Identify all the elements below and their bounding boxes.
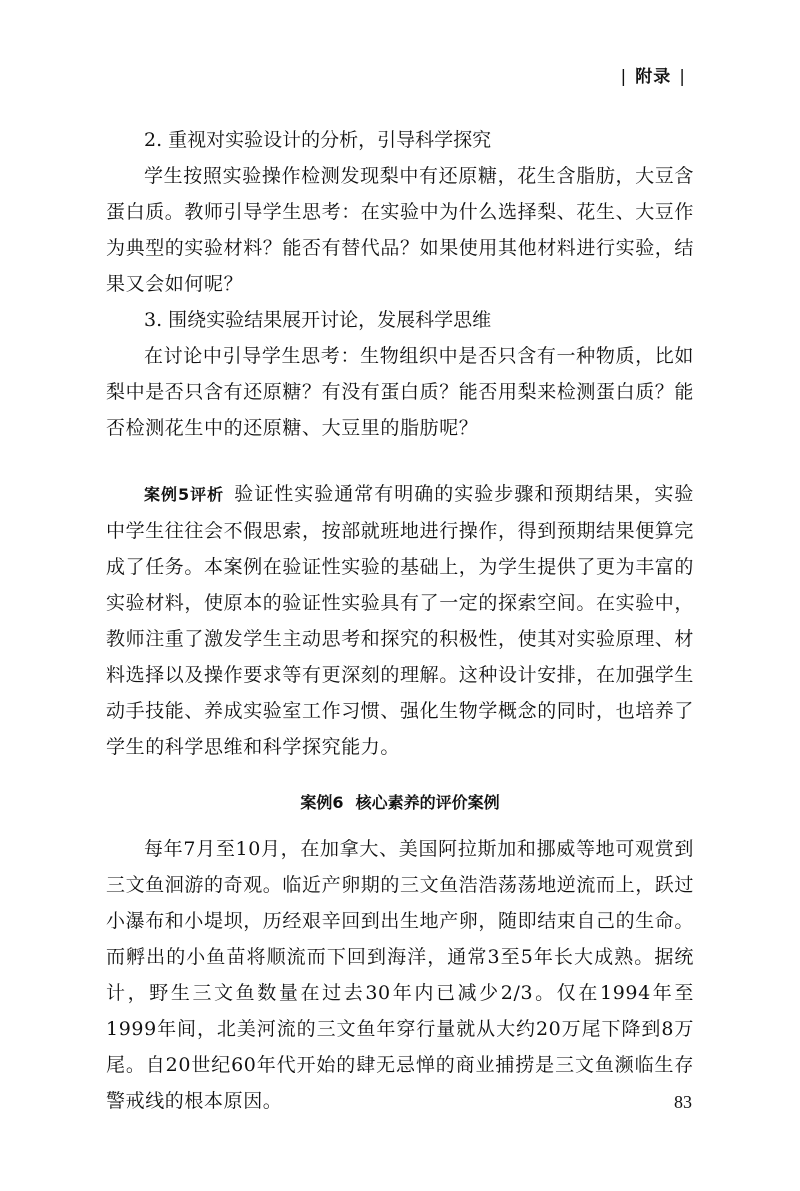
- section-gap: [106, 446, 694, 476]
- running-head-divider-left: |: [620, 67, 628, 87]
- case-5-review-text: 验证性实验通常有明确的实验步骤和预期结果，实验中学生往往会不假思索，按部就班地进行操作，得到预期结果便算完成了任务。本案例在验证性实验的基础上，为学生提供了更为丰富的实验材料，使原本的验证性实验具有了一定的探索空间。在实验中，教师注重了激发学生主动思考和探究的积极性，使其对实验原理、材料选择以及操作要求等有更深刻的理解。这种设计安排，在加强学生动手技能、养成实验室工作习惯、强化生物学概念的同时，也培养了学生的科学思维和科学探究能力。: [106, 483, 695, 758]
- section-3-paragraph: 在讨论中引导学生思考：生物组织中是否只含有一种物质，比如梨中是否只含有还原糖？有没有蛋白质？能否用梨来检测蛋白质？能否检测花生中的还原糖、大豆里的脂肪呢？: [106, 345, 695, 439]
- case-6-paragraph: 每年7月至10月，在加拿大、美国阿拉斯加和挪威等地可观赏到三文鱼洄游的奇观。临近产卵期的三文鱼浩浩荡荡地逆流而上，跃过小瀑布和小堤坝，历经艰辛回到出生地产卵，随即结束自己的生命。而孵出的小鱼苗将顺流而下回到海洋，通常3至5年长大成熟。据统计，野生三文鱼数量在过去30年内已减少2/3。仅在1994年至1999年间，北美河流的三文鱼年穿行量就从大约20万尾下降到8万尾。自20世纪60年代开始的肆无忌惮的商业捕捞是三文鱼濒临生存警戒线的根本原因。: [106, 838, 695, 1112]
- running-head: [613, 62, 694, 87]
- running-head-divider-right: |: [679, 67, 686, 87]
- section-3-heading: 3. 围绕实验结果展开讨论，发展科学思维: [144, 309, 492, 331]
- page-content: [106, 122, 694, 1119]
- page-number: 83: [674, 1092, 692, 1112]
- case-5-review-paragraph: [106, 476, 694, 765]
- section-2-paragraph: 学生按照实验操作检测发现梨中有还原糖，花生含脂肪，大豆含蛋白质。教师引导学生思考：在实验中为什么选择梨、花生、大豆作为典型的实验材料？能否有替代品？如果使用其他材料进行实验，结果又会如何呢？: [106, 165, 695, 295]
- case-6-title-text: 核心素养的评价案例: [355, 793, 500, 812]
- case-5-review-label: 案例5评析: [144, 485, 225, 504]
- section-2-heading: 2. 重视对实验设计的分析，引导科学探究: [144, 129, 492, 151]
- case-6-title: [106, 789, 694, 817]
- running-head-title: 附录: [635, 67, 672, 87]
- case-6-number: 案例6: [300, 793, 344, 812]
